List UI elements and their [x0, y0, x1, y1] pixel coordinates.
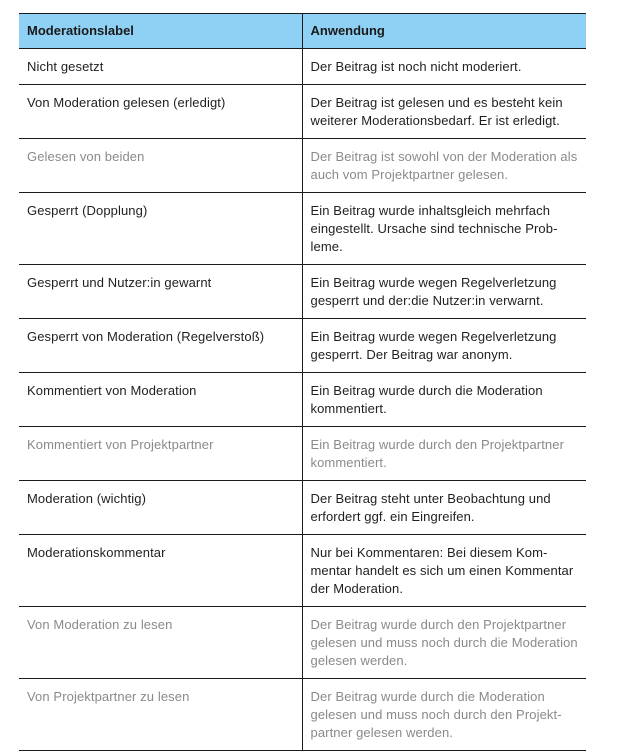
label-cell: Von Projektpartner zu lesen — [19, 679, 302, 751]
label-cell: Gesperrt und Nutzer:in gewarnt — [19, 265, 302, 319]
label-cell: Gelesen von beiden — [19, 139, 302, 193]
moderation-labels-table-container — [19, 13, 586, 751]
application-cell: Der Beitrag ist noch nicht moderiert. — [302, 49, 586, 85]
label-cell: Nicht gesetzt — [19, 49, 302, 85]
table-row — [19, 49, 586, 85]
application-cell: Ein Beitrag wurde wegen Regelverletzung gesperrt. Der Beitrag war anonym. — [302, 319, 586, 373]
table-row — [19, 265, 586, 319]
application-cell: Der Beitrag wurde durch den Projektpartner gelesen und muss noch durch die Moderation gelesen werden. — [302, 607, 586, 679]
table-row — [19, 85, 586, 139]
application-cell: Der Beitrag steht unter Beobachtung und erfordert ggf. ein Eingreifen. — [302, 481, 586, 535]
table-row — [19, 481, 586, 535]
label-cell: Moderationskommentar — [19, 535, 302, 607]
application-cell: Ein Beitrag wurde durch die Moderation kommentiert. — [302, 373, 586, 427]
table-row — [19, 679, 586, 751]
label-cell: Von Moderation gelesen (erledigt) — [19, 85, 302, 139]
column-header-label: Moderationslabel — [19, 14, 302, 49]
application-cell: Ein Beitrag wurde inhaltsgleich mehrfach eingestellt. Ursache sind technische Probleme. — [302, 193, 586, 265]
label-cell: Moderation (wichtig) — [19, 481, 302, 535]
application-cell: Ein Beitrag wurde wegen Regelverletzung gesperrt und der:die Nutzer:in verwarnt. — [302, 265, 586, 319]
table-row — [19, 139, 586, 193]
application-cell: Der Beitrag ist sowohl von der Moderation als auch vom Projektpartner gelesen. — [302, 139, 586, 193]
label-cell: Von Moderation zu lesen — [19, 607, 302, 679]
application-cell: Ein Beitrag wurde durch den Projektpartner kommentiert. — [302, 427, 586, 481]
application-cell: Nur bei Kommentaren: Bei diesem Kommentar handelt es sich um einen Kommentar der Moderation. — [302, 535, 586, 607]
application-cell: Der Beitrag wurde durch die Moderation gelesen und muss noch durch den Projektpartner gelesen werden. — [302, 679, 586, 751]
table-row — [19, 319, 586, 373]
column-header-application: Anwendung — [302, 14, 586, 49]
label-cell: Kommentiert von Projektpartner — [19, 427, 302, 481]
table-row — [19, 607, 586, 679]
table-row — [19, 373, 586, 427]
table-header-row — [19, 14, 586, 49]
table-row — [19, 427, 586, 481]
application-cell: Der Beitrag ist gelesen und es besteht kein weiterer Moderationsbedarf. Er ist erledigt. — [302, 85, 586, 139]
label-cell: Gesperrt (Dopplung) — [19, 193, 302, 265]
label-cell: Gesperrt von Moderation (Regelverstoß) — [19, 319, 302, 373]
moderation-labels-table — [19, 13, 586, 751]
table-row — [19, 193, 586, 265]
table-row — [19, 535, 586, 607]
label-cell: Kommentiert von Moderation — [19, 373, 302, 427]
